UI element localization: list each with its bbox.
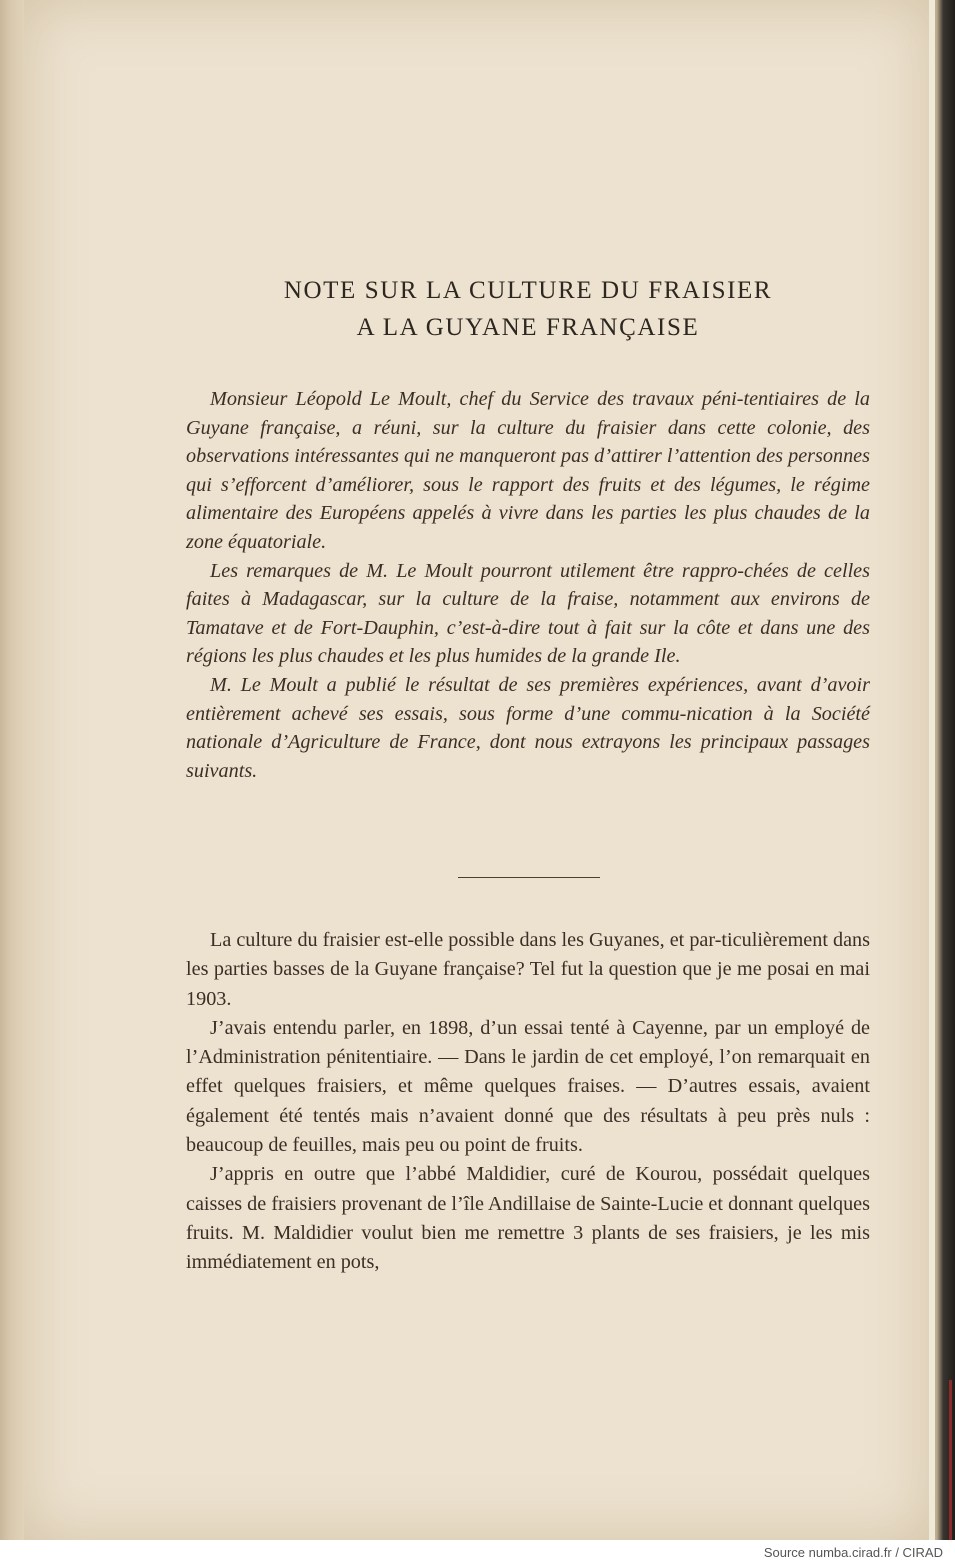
editorial-introduction — [186, 385, 870, 785]
intro-paragraph-3: M. Le Moult a publié le résultat de ses premières expériences, avant d’avoir entièrement achevé ses essais, sous forme d’une commu-nication à la Société nationale d’Agriculture de France, dont nous extrayons les principaux passages suivants. — [186, 673, 870, 782]
intro-paragraph-2: Les remarques de M. Le Moult pourront utilement être rappro-chées de celles faites à Madagascar, sur la culture de la fraise, notamment aux environs de Tamatave et de Fort-Dauphin, c’est-à-dire tout à fait sur la côte et dans une des régions les plus chaudes et les plus humides de la grande Ile. — [186, 559, 870, 668]
book-binding-right — [929, 0, 955, 1540]
section-separator-rule — [458, 877, 600, 878]
title-line-2: A LA GUYANE FRANÇAISE — [356, 314, 700, 341]
article-title — [186, 272, 870, 346]
page-edge-left — [0, 0, 26, 1540]
article-body — [186, 926, 870, 1278]
body-paragraph-1: La culture du fraisier est-elle possible dans les Guyanes, et par-ticulièrement dans les parties basses de la Guyane française? Tel fut la question que je me posai en mai 1903. — [186, 929, 870, 1010]
body-paragraph-2: J’avais entendu parler, en 1898, d’un essai tenté à Cayenne, par un employé de l’Administration pénitentiaire. — Dans le jardin de cet employé, l’on remarquait en effet quelques fraisiers, et même quelques fraises. — D’autres essais, avaient également été tentés mais n’avaient donné que des résultats à peu près nuls : beaucoup de feuilles, mais peu ou point de fruits. — [186, 1016, 870, 1157]
body-paragraph-3: J’appris en outre que l’abbé Maldidier, curé de Kourou, possédait quelques caisses de fraisiers provenant de l’île Andillaise de Sainte-Lucie et donnant quelques fruits. M. Maldidier voulut bien me remettre 3 plants de ses fraisiers, je les mis immédiatement en pots, — [186, 1163, 870, 1274]
binding-ribbon — [949, 1380, 952, 1540]
source-credit: Source numba.cirad.fr / CIRAD — [763, 1545, 943, 1560]
intro-paragraph-1: Monsieur Léopold Le Moult, chef du Service des travaux péni-tentiaires de la Guyane française, a réuni, sur la culture du fraisier dans cette colonie, des observations intéressantes qui ne manqueront pas d’attirer l’attention des personnes qui s’efforcent d’améliorer, sous le rapport des fruits et des légumes, le régime alimentaire des Européens appelés à vivre dans les parties les plus chaudes de la zone équatoriale. — [186, 388, 870, 553]
title-line-1: NOTE SUR LA CULTURE DU FRAISIER — [283, 277, 773, 304]
